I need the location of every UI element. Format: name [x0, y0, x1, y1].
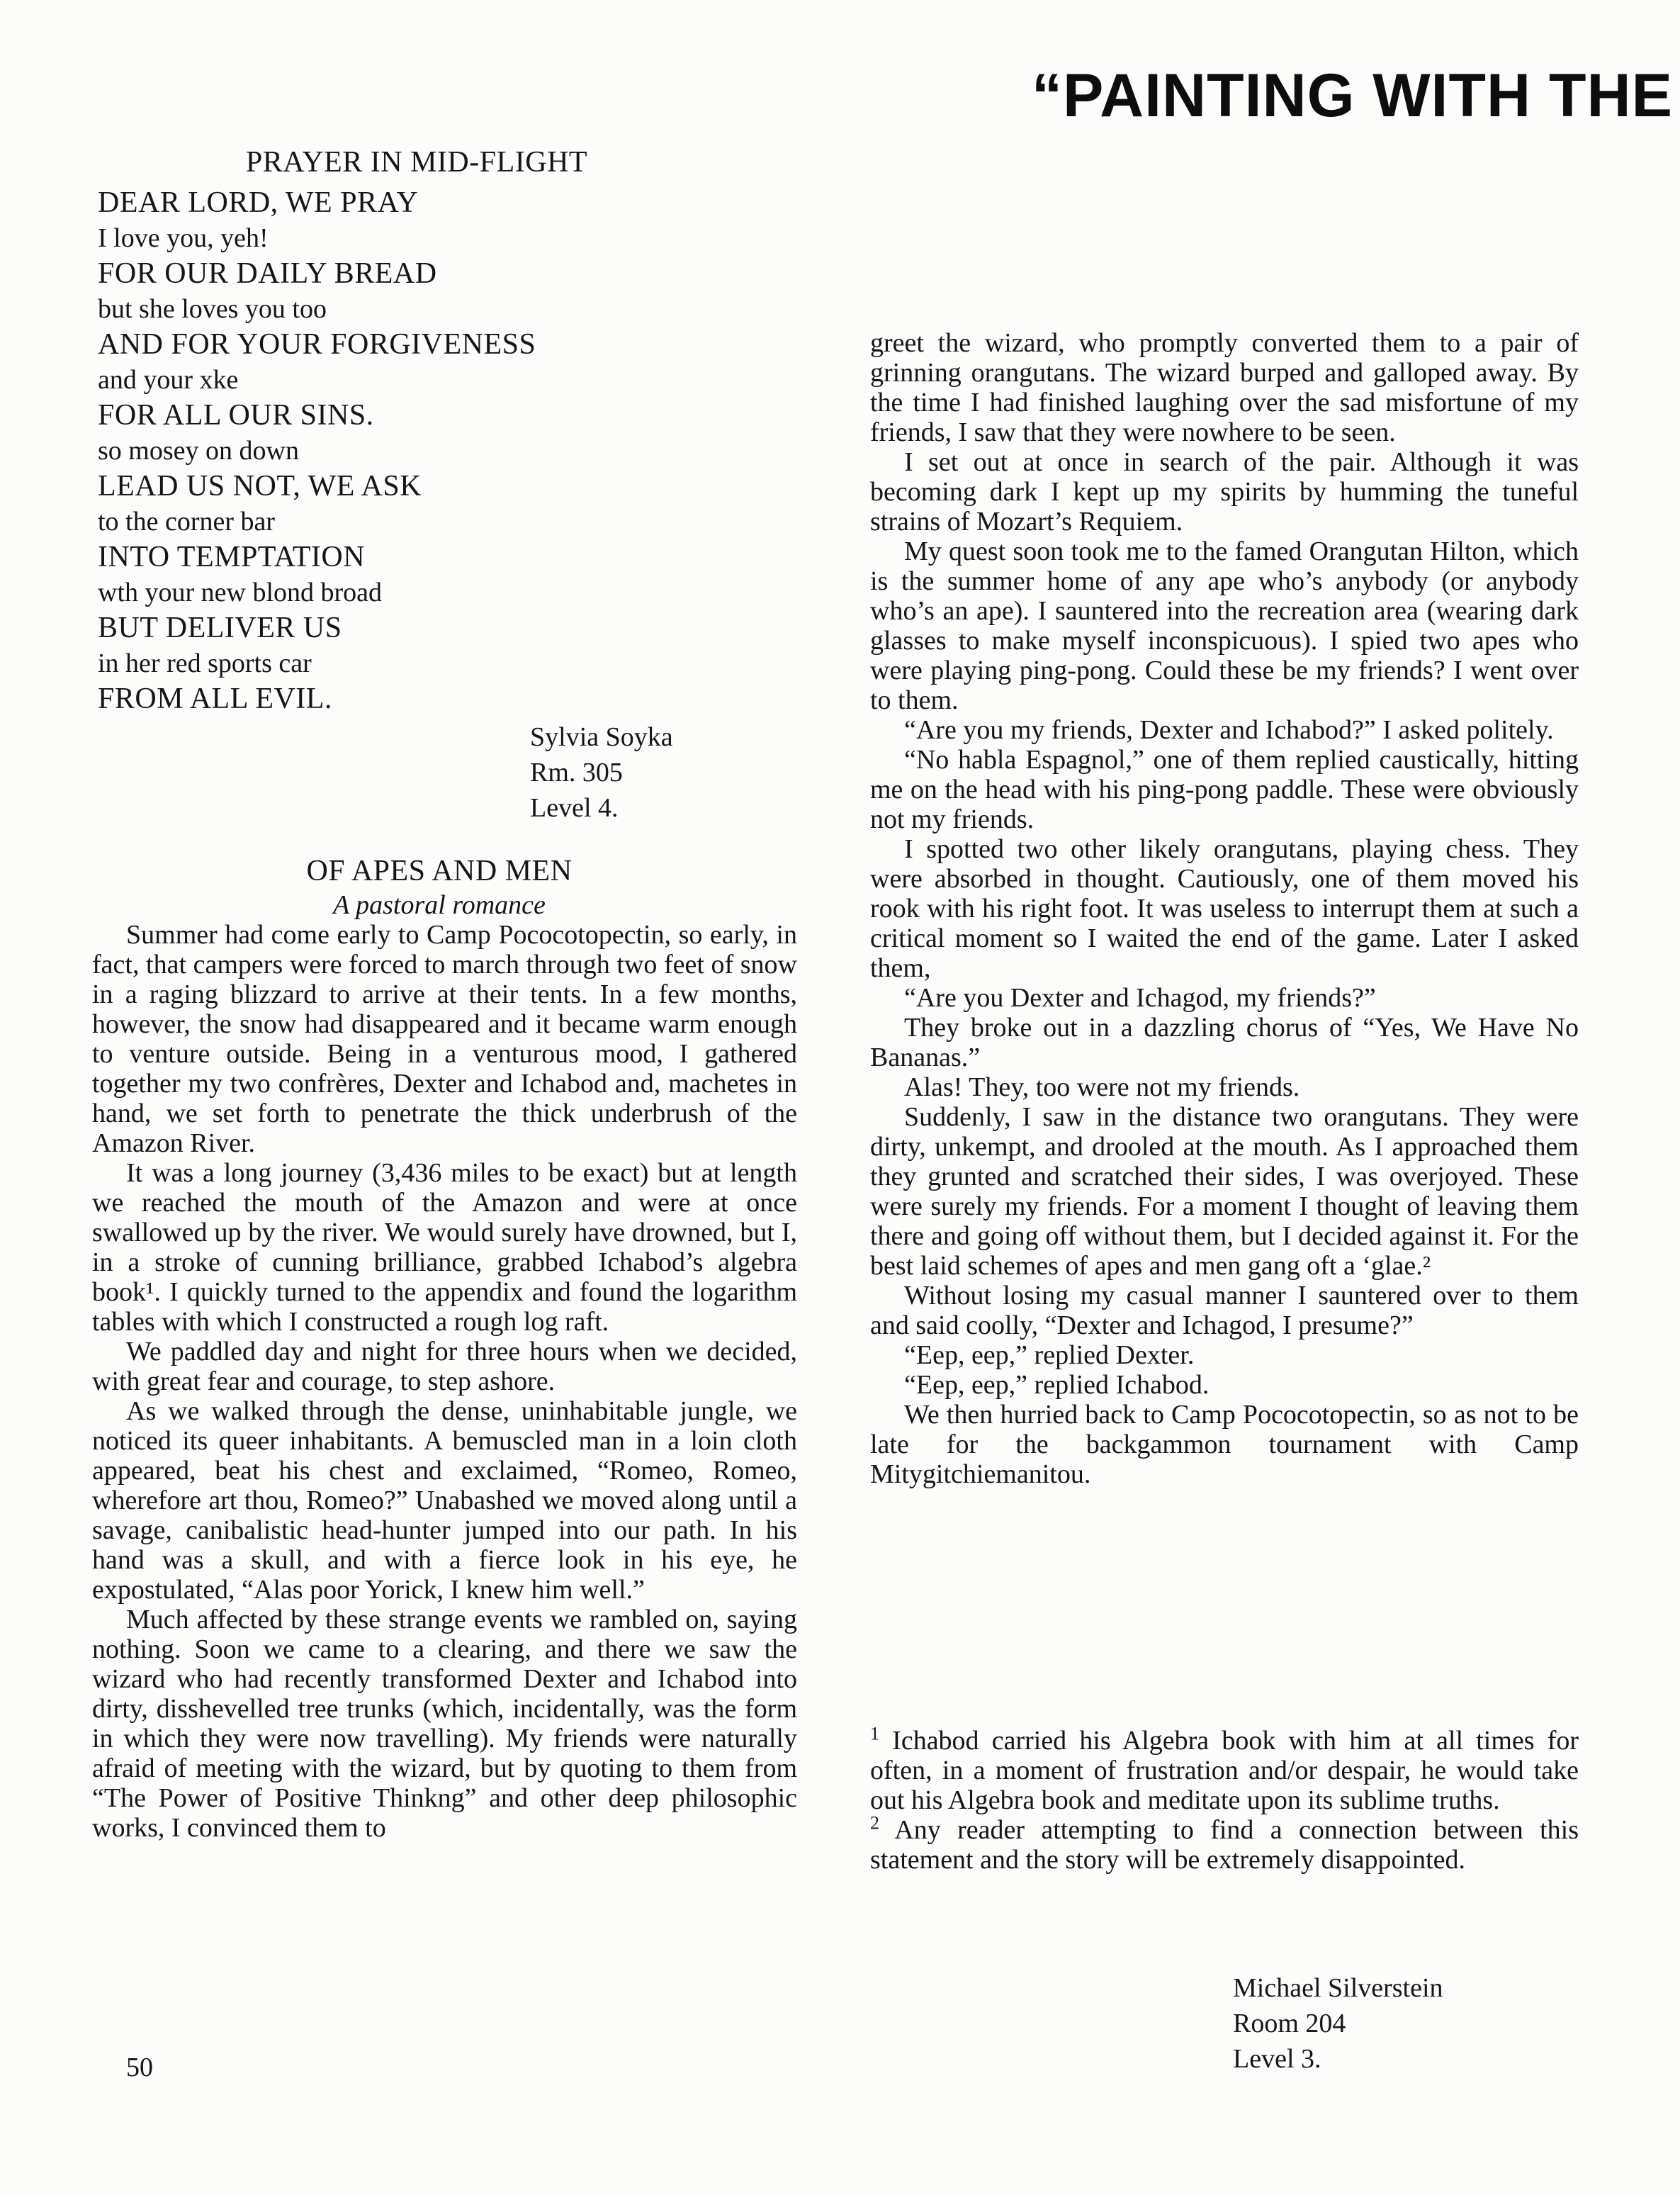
story-paragraph: Alas! They, too were not my friends. — [904, 1072, 1300, 1102]
story-author: Michael Silverstein — [1233, 1973, 1443, 2003]
poem-room: Rm. 305 — [530, 758, 623, 787]
story-paragraph: They broke out in a dazzling chorus of “Yes, We Have No Bananas.” — [870, 1013, 1579, 1072]
poem-lines — [98, 185, 735, 717]
story-left-column — [92, 920, 797, 1843]
story-paragraph: “No habla Espagnol,” one of them replied caustically, hitting me on the head with his ping-pong paddle. These were obviously not my friends. — [870, 745, 1579, 834]
footnote — [870, 1723, 1579, 1815]
story-paragraph: We paddled day and night for three hours when we decided, with great fear and courage, to step ashore. — [92, 1337, 797, 1396]
story-paragraph: “Are you my friends, Dexter and Ichabod?” I asked politely. — [904, 715, 1554, 745]
footnote-text: Any reader attempting to find a connection between this statement and the story will be extremely disappointed. — [870, 1815, 1579, 1875]
poem-author: Sylvia Soyka — [530, 722, 673, 752]
page-headline: “PAINTING WITH THE — [1031, 62, 1673, 130]
story-subtitle: A pastoral romance — [333, 890, 546, 920]
story-paragraph: Summer had come early to Camp Pococotopectin, so early, in fact, that campers were forced to march through two feet of snow in a raging blizzard to arrive at their tents. In a few months, however, the snow had disappeared and it became warm enough to venture outside. Being in a venturous mood, I gathered together my two confrères, Dexter and Ichabod and, machetes in hand, we set forth to penetrate the thick underbrush of the Amazon River. — [92, 920, 797, 1158]
story-level: Level 3. — [1233, 2044, 1321, 2074]
page-number: 50 — [126, 2053, 153, 2082]
footnote-mark: 1 — [870, 1723, 879, 1744]
poem-line: FROM ALL EVIL. — [98, 683, 332, 715]
poem-signature — [530, 719, 673, 826]
story-paragraph: Suddenly, I saw in the distance two orangutans. They were dirty, unkempt, and drooled at the mouth. As I approached them they grunted and scratched their sides, I was overjoyed. These were surely my friends. For a moment I thought of leaving them there and going off without them, but I decided against it. For the best laid schemes of apes and men gang oft a ‘glae.² — [870, 1102, 1579, 1281]
poem — [98, 145, 735, 717]
story-paragraph: “Eep, eep,” replied Ichabod. — [904, 1370, 1210, 1400]
poem-line: FOR ALL OUR SINS. — [98, 399, 374, 432]
poem-level: Level 4. — [530, 793, 619, 823]
story-paragraph: I spotted two other likely orangutans, playing chess. They were absorbed in thought. Cautiously, one of them moved his rook with his right foot. It was useless to interrupt them at such a critical moment so I waited the end of the game. Later I asked them, — [870, 834, 1579, 983]
poem-line: BUT DELIVER US — [98, 612, 342, 644]
footnotes — [870, 1723, 1579, 1875]
poem-line: so mosey on down — [98, 436, 299, 466]
story-right-column — [870, 328, 1579, 1489]
poem-line: and your xke — [98, 365, 239, 395]
story-signature — [1233, 1970, 1443, 2077]
story-room: Room 204 — [1233, 2009, 1346, 2038]
story-paragraph: It was a long journey (3,436 miles to be exact) but at length we reached the mouth of the Amazon and were at once swallowed up by the river. We would surely have drowned, but I, in a stroke of cunning brilliance, grabbed Ichabod’s algebra book¹. I quickly turned to the appendix and found the logarithm tables with which I constructed a rough log raft. — [92, 1158, 797, 1337]
poem-line: but she loves you too — [98, 294, 327, 324]
poem-line: wth your new blond broad — [98, 578, 383, 607]
poem-line: INTO TEMPTATION — [98, 541, 366, 573]
footnote-text: Ichabod carried his Algebra book with him at all times for often, in a moment of frustration and/or despair, he would take out his Algebra book and meditate upon its sublime truths. — [870, 1726, 1579, 1815]
poem-line: LEAD US NOT, WE ASK — [98, 470, 422, 503]
story-paragraph: My quest soon took me to the famed Orangutan Hilton, which is the summer home of any ape who’s anybody (or anybody who’s an ape). I sauntered into the recreation area (wearing dark glasses to make myself inconspicuous). I spied two apes who were playing ping-pong. Could these be my friends? I went over to them. — [870, 537, 1579, 715]
story-paragraph: Without losing my casual manner I sauntered over to them and said coolly, “Dexter and Ichagod, I presume?” — [870, 1281, 1579, 1340]
poem-line: FOR OUR DAILY BREAD — [98, 257, 437, 290]
poem-line: DEAR LORD, WE PRAY — [98, 186, 419, 219]
story-paragraph: greet the wizard, who promptly converted them to a pair of grinning orangutans. The wizard burped and galloped away. By the time I had finished laughing over the sad misfortune of my friends, I saw that they were nowhere to be seen. — [870, 328, 1579, 447]
story-title: OF APES AND MEN — [306, 855, 573, 887]
poem-line: I love you, yeh! — [98, 223, 269, 253]
poem-line: to the corner bar — [98, 507, 276, 537]
poem-line: in her red sports car — [98, 649, 312, 678]
story-paragraph: We then hurried back to Camp Pococotopectin, so as not to be late for the backgammon tournament with Camp Mitygitchiemanitou. — [870, 1400, 1579, 1489]
story-paragraph: “Eep, eep,” replied Dexter. — [904, 1340, 1195, 1370]
story-paragraph: I set out at once in search of the pair. Although it was becoming dark I kept up my spirits by humming the tuneful strains of Mozart’s Requiem. — [870, 447, 1579, 537]
story-paragraph: As we walked through the dense, uninhabitable jungle, we noticed its queer inhabitants. A bemuscled man in a loin cloth appeared, beat his chest and exclaimed, “Romeo, Romeo, wherefore art thou, Romeo?” Unabashed we moved along until a savage, canibalistic head-hunter jumped into our path. In his hand was a skull, and with a fierce look in his eye, he expostulated, “Alas poor Yorick, I knew him well.” — [92, 1396, 797, 1605]
story-paragraph: “Are you Dexter and Ichagod, my friends?” — [904, 983, 1376, 1013]
footnote — [870, 1812, 1579, 1875]
poem-title: PRAYER IN MID-FLIGHT — [245, 146, 588, 179]
story-paragraph: Much affected by these strange events we rambled on, saying nothing. Soon we came to a clearing, and there we saw the wizard who had recently transformed Dexter and Ichabod into dirty, disshevelled tree trunks (which, incidentally, was the form in which they were now travelling). My friends were naturally afraid of meeting with the wizard, but by quoting to them from “The Power of Positive Thinkng” and other deep philosophic works, I convinced them to — [92, 1605, 797, 1843]
poem-line: AND FOR YOUR FORGIVENESS — [98, 328, 536, 361]
footnote-mark: 2 — [870, 1812, 879, 1834]
